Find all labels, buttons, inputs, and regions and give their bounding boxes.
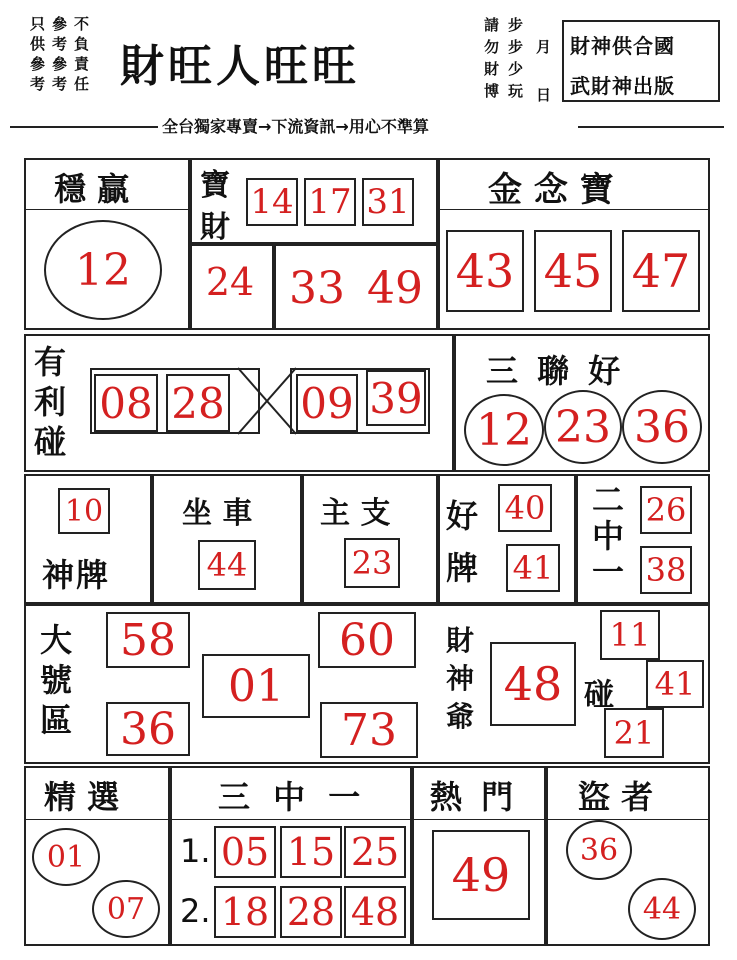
- publisher-line-2: 武財神出版: [570, 74, 675, 98]
- haopai-number-1: 40: [498, 484, 552, 532]
- haopai-label: 好牌: [446, 497, 479, 587]
- baocai-extra-number-3: 49: [367, 262, 423, 314]
- wenying-number: 12: [44, 220, 162, 320]
- publisher-line-1: 財神供合國: [570, 34, 675, 58]
- sanlianhao-number-3: 36: [622, 390, 702, 464]
- sanzhongyi-row1-number-1: 05: [214, 826, 276, 878]
- slogan-rule-left: [10, 126, 158, 128]
- daozhe-number-1: 36: [566, 820, 632, 880]
- warning-col-2: 步步少玩: [508, 16, 524, 100]
- erzhongyi-number-1: 26: [640, 486, 692, 534]
- sanzhongyi-row2-number-2: 28: [280, 886, 342, 938]
- warning-col-1: 請勿財博: [484, 16, 500, 100]
- daozhe-label: 盜 者: [578, 778, 654, 816]
- erzhongyi-label: 二中一: [592, 481, 625, 591]
- caishenye-peng-number-2: 41: [646, 660, 704, 708]
- sanzhongyi-label: 三 中 一: [218, 778, 367, 816]
- caishenye-peng-number-1: 11: [600, 610, 660, 660]
- sanzhongyi-row2-number-3: 48: [344, 886, 406, 938]
- jingxuan-number-1: 01: [32, 828, 100, 886]
- remen-label: 熱 門: [430, 778, 518, 816]
- zuoche-number: 44: [198, 540, 256, 590]
- caishenye-label: 財神爺: [446, 624, 475, 733]
- sanlianhao-number-2: 23: [544, 390, 622, 464]
- youlipeng-left-number-1: 08: [94, 374, 158, 432]
- sanzhongyi-row1-number-2: 15: [280, 826, 342, 878]
- erzhongyi-number-2: 38: [640, 546, 692, 594]
- zhuzhi-number: 23: [344, 538, 400, 588]
- disclaimer-col-2: 參考參考: [52, 15, 68, 93]
- dahaoqu-number-4: 73: [320, 702, 418, 758]
- baocai-number-1: 14: [246, 178, 298, 226]
- remen-number: 49: [432, 830, 530, 920]
- wenying-label: 穩 贏: [54, 170, 130, 208]
- baocai-number-3: 31: [362, 178, 414, 226]
- warning-col-4: 日: [536, 86, 552, 104]
- daozhe-number-2: 44: [628, 878, 696, 940]
- dahaoqu-label: 大號區: [40, 621, 73, 739]
- dahaoqu-number-1: 58: [106, 612, 190, 668]
- slogan-rule-right: [578, 126, 724, 128]
- zhuzhi-label: 主 支: [320, 496, 391, 531]
- jinnianbao-number-2: 45: [534, 230, 612, 312]
- cross-icon: [236, 366, 298, 436]
- caishenye-peng-label: 碰: [584, 678, 614, 713]
- youlipeng-left-number-2: 28: [166, 374, 230, 432]
- jingxuan-number-2: 07: [92, 880, 160, 938]
- jinnianbao-number-1: 43: [446, 230, 524, 312]
- dahaoqu-number-3: 60: [318, 612, 416, 668]
- sanzhongyi-row1-index: 1.: [180, 832, 211, 870]
- jingxuan-label: 精 選: [44, 778, 120, 816]
- baocai-number-2: 17: [304, 178, 356, 226]
- dahaoqu-number-center: 01: [202, 654, 310, 718]
- disclaimer-col-3: 不負責任: [74, 15, 90, 93]
- haopai-number-2: 41: [506, 544, 560, 592]
- sanzhongyi-row2-number-1: 18: [214, 886, 276, 938]
- sanzhongyi-row1-number-3: 25: [344, 826, 406, 878]
- jinnianbao-label: 金 念 寶: [488, 170, 614, 210]
- sanlianhao-label: 三 聯 好: [486, 352, 625, 390]
- youlipeng-right-number-2: 39: [366, 370, 426, 426]
- youlipeng-label: 有利碰: [34, 343, 67, 461]
- baocai-label-bottom: 財: [200, 210, 230, 245]
- caishenye-number: 48: [490, 642, 576, 726]
- baocai-extra-number-2: 33: [289, 262, 345, 314]
- sanzhongyi-row2-index: 2.: [180, 892, 211, 930]
- sanlianhao-number-1: 12: [464, 394, 544, 466]
- baocai-extra-number-1: 24: [205, 260, 255, 304]
- warning-col-3: 月: [536, 38, 552, 56]
- youlipeng-right-number-1: 09: [296, 374, 358, 432]
- baocai-label-top: 寶: [200, 168, 230, 203]
- jinnianbao-number-3: 47: [622, 230, 700, 312]
- dahaoqu-number-2: 36: [106, 702, 190, 756]
- disclaimer-col-1: 只供參考: [30, 15, 46, 93]
- shenpai-number: 10: [58, 488, 110, 534]
- shenpai-label: 神牌: [42, 556, 111, 594]
- caishenye-peng-number-3: 21: [604, 708, 664, 758]
- page-title: 財旺人旺旺: [120, 41, 360, 92]
- slogan: 全台獨家專賣→下流資訊→用心不準算: [162, 117, 429, 136]
- zuoche-label: 坐 車: [182, 496, 253, 531]
